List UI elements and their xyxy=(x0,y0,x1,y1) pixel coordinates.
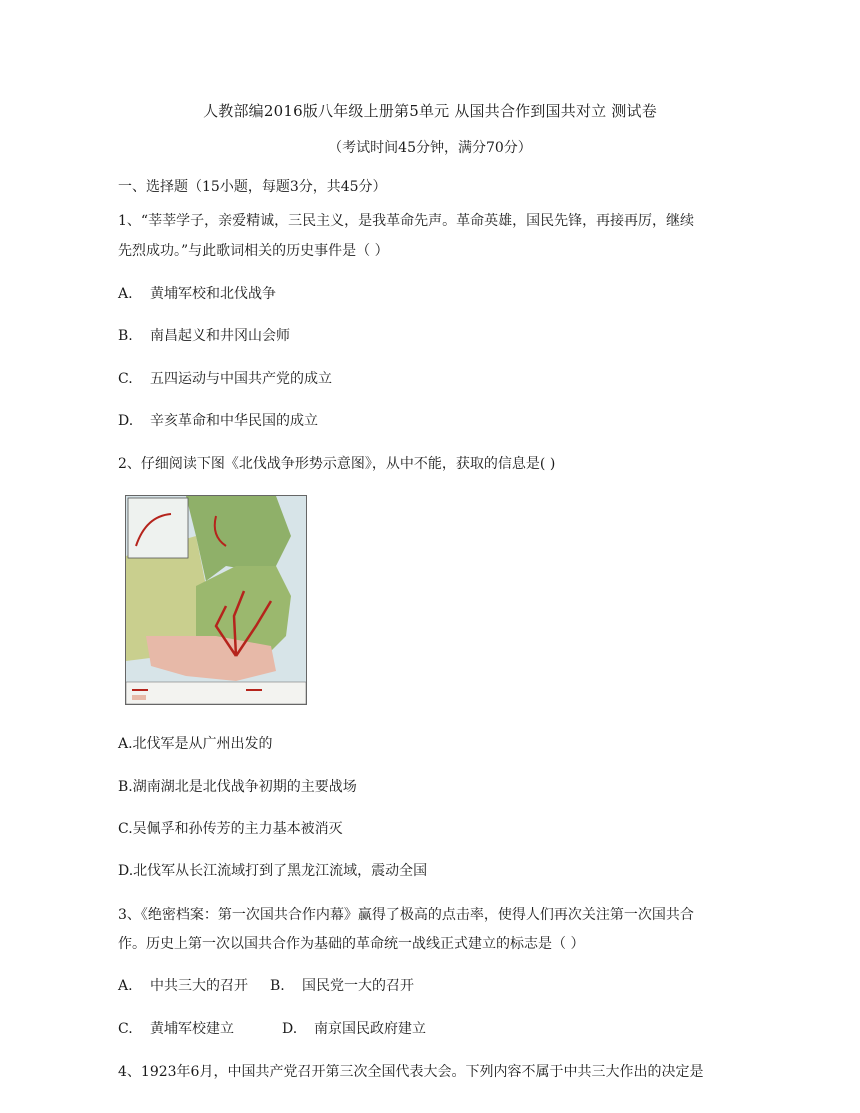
option-code: B. xyxy=(118,328,133,344)
question-2-option-c: C.吴佩孚和孙传芳的主力基本被消灭 xyxy=(118,821,343,837)
question-2-stem: 2、仔细阅读下图《北伐战争形势示意图》，从中不能，获取的信息是( ) xyxy=(118,456,556,472)
option-text: 黄埔军校建立 xyxy=(150,1021,234,1037)
map-figure xyxy=(126,496,306,704)
section-heading: 一、选择题（15小题，每题3分，共45分） xyxy=(118,179,387,195)
question-4-stem-line1: 4、1923年6月，中国共产党召开第三次全国代表大会。下列内容不属于中共三大作出的决定是 xyxy=(118,1064,704,1080)
option-text: 国民党一大的召开 xyxy=(302,978,414,994)
question-2-option-a: A.北伐军是从广州出发的 xyxy=(118,736,273,752)
option-code: B. xyxy=(270,978,285,994)
option-text: 黄埔军校和北伐战争 xyxy=(150,286,276,302)
option-text: 南昌起义和井冈山会师 xyxy=(150,328,290,344)
question-2-option-b: B.湖南湖北是北伐战争初期的主要战场 xyxy=(118,779,357,795)
option-code: A. xyxy=(118,286,133,302)
option-code: D. xyxy=(282,1021,298,1037)
question-1-option-c xyxy=(118,368,332,388)
question-3-stem-line1: 3、《绝密档案：第一次国共合作内幕》赢得了极高的点击率，使得人们再次关注第一次国共合 xyxy=(118,907,694,923)
question-3-stem-line2: 作。历史上第一次以国共合作为基础的革命统一战线正式建立的标志是（ ） xyxy=(118,936,585,952)
option-code: C. xyxy=(118,371,133,387)
option-code: C. xyxy=(118,1021,133,1037)
option-text: 五四运动与中国共产党的成立 xyxy=(150,371,332,387)
option-text: 南京国民政府建立 xyxy=(314,1021,426,1037)
page-subtitle: （考试时间45分钟，满分70分） xyxy=(328,140,532,156)
question-1-option-a xyxy=(118,283,276,303)
map-legend xyxy=(126,682,306,704)
question-3-options-row1 xyxy=(118,975,414,995)
northern-expedition-map xyxy=(125,495,307,705)
map-inset xyxy=(128,498,188,558)
question-2-option-d: D.北伐军从长江流域打到了黑龙江流域，震动全国 xyxy=(118,863,428,879)
question-1-option-d xyxy=(118,410,318,430)
option-code: A. xyxy=(118,978,133,994)
question-1-stem-line2: 先烈成功。”与此歌词相关的历史事件是（ ） xyxy=(118,243,389,259)
option-text: 辛亥革命和中华民国的成立 xyxy=(150,413,318,429)
page-title: 人教部编2016版八年级上册第5单元 从国共合作到国共对立 测试卷 xyxy=(203,102,657,120)
option-code: D. xyxy=(118,413,134,429)
option-text: 中共三大的召开 xyxy=(150,978,248,994)
map-legend-swatch xyxy=(132,695,146,700)
question-1-option-b xyxy=(118,325,290,345)
question-3-options-row2 xyxy=(118,1018,426,1038)
question-1-stem-line1: 1、“莘莘学子，亲爱精诚，三民主义，是我革命先声。革命英雄，国民先锋，再接再厉，继续 xyxy=(118,213,695,229)
